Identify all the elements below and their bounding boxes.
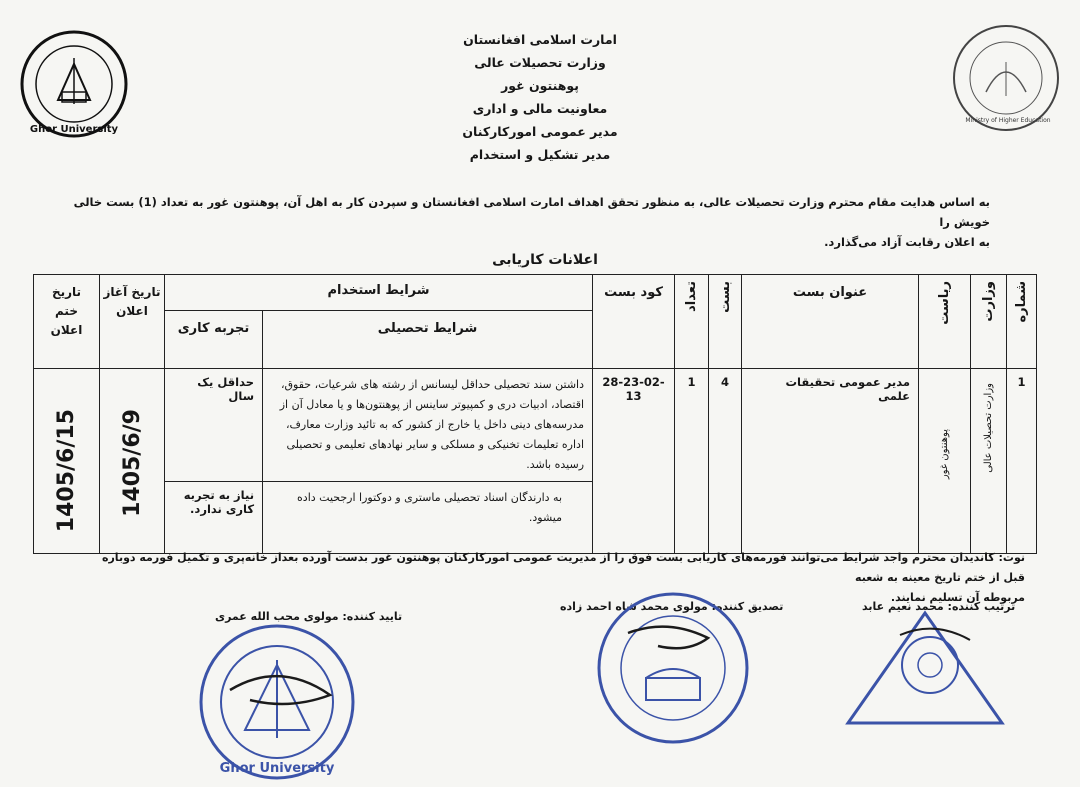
col-education: شرایط تحصیلی xyxy=(263,311,593,369)
cell-job-title: مدیر عمومی تحقیقات علمی xyxy=(742,369,919,554)
seal-ministry-name: Ministry of Higher Education xyxy=(965,117,1051,124)
cell-end-date: 1405/6/15 xyxy=(34,369,100,554)
hr-directorate-stamp xyxy=(840,605,1010,735)
cell-experience-2: نیاز به تجربه کاری ندارد. xyxy=(165,482,263,554)
intro-line-1: به اساس هدایت مقام محترم وزارت تحصیلات عالی، به منظور تحقق اهداف امارت اسلامی افغانستان و سپردن کار به اهل آن، پوهنتون غور به تعداد (1) بست خالی خویش را xyxy=(73,195,990,229)
ghor-university-seal xyxy=(18,28,130,140)
col-start-date: تاریخ آغاز اعلان xyxy=(100,275,165,369)
cell-directorate: پوهنتون غور xyxy=(919,369,971,554)
note-line-1: نوت: کاندیدان محترم واجد شرایط می‌توانند فورمه‌های کاریابی بست فوق را از مدیریت عمومی امورکارکنان پوهنتون غور بدست آورده بعداز خانه‌پری و تکمیل فورمه دوباره قبل از ختم تاریخ معینه به شعبه xyxy=(101,551,1025,584)
stamp-university-name: Ghor University xyxy=(219,761,335,776)
signature-approved: تایید کننده: مولوی محب الله عمری xyxy=(215,610,403,623)
document-header xyxy=(380,28,700,166)
col-end-date: تاریخ ختم اعلان xyxy=(34,275,100,369)
signature-verified: تصدیق کننده: مولوی محمد شاه احمد زاده xyxy=(560,600,784,613)
ghor-university-stamp xyxy=(190,620,365,785)
col-job-title: عنوان بست xyxy=(742,275,919,369)
cell-experience-1: حداقل یک سال xyxy=(165,369,263,482)
header-university: پوهنتون غور xyxy=(501,78,579,93)
cell-education-2: به دارندگان اسناد تحصیلی ماستری و دوکتورا ارجحیت داده میشود. xyxy=(263,482,593,554)
signature-prepared: ترتیب کننده: محمد نعیم عابد xyxy=(862,600,1016,613)
jobs-table xyxy=(33,274,1037,554)
cell-start-date: 1405/6/9 xyxy=(100,369,165,554)
cell-number: 1 xyxy=(1007,369,1037,554)
col-experience: تجربه کاری xyxy=(165,311,263,369)
section-title: اعلانات کاریابی xyxy=(492,252,598,268)
col-conditions: شرایط استخدام xyxy=(165,275,593,311)
cell-ministry: وزارت تحصیلات عالی xyxy=(971,369,1007,554)
col-ministry: وزارت xyxy=(971,275,1007,369)
col-number: شماره xyxy=(1007,275,1037,369)
cell-count: 1 xyxy=(675,369,709,554)
intro-paragraph xyxy=(60,192,990,252)
col-count: تعداد xyxy=(675,275,709,369)
note-paragraph xyxy=(100,548,1025,608)
cell-education-1: داشتن سند تحصیلی حداقل لیسانس از رشته های شرعیات، حقوق، اقتصاد، ادبیات دری و کمپیوتر ساینس از پوهنتون‌ها و یا معادل آن از مدرسه‌های دینی داخل یا خارج از کشور که به تائید وزارت معارف، اداره تعلیمات تخنیکی و مسلکی و سایر نهادهای تعلیمی و تحصیلی رسیده باشد. xyxy=(263,369,593,482)
header-emirate: امارت اسلامی افغانستان xyxy=(463,32,617,47)
cell-code: 28-23-02-13 xyxy=(593,369,675,554)
cell-grade: 4 xyxy=(709,369,742,554)
header-recruitment: مدیر تشکیل و استخدام xyxy=(469,147,611,162)
col-code: کود بست xyxy=(593,275,675,369)
note-line-2: مربوطه آن تسلیم نمایند. xyxy=(890,591,1025,604)
header-hr-directorate: مدیر عمومی امورکارکنان xyxy=(462,124,618,139)
header-deputy: معاونیت مالی و اداری xyxy=(472,101,608,116)
finance-admin-stamp xyxy=(588,588,758,748)
header-ministry: وزارت تحصیلات عالی xyxy=(474,55,606,70)
intro-line-2: به اعلان رقابت آزاد می‌گذارد. xyxy=(824,235,990,249)
col-grade: بست xyxy=(709,275,742,369)
table-row xyxy=(34,369,1037,482)
col-directorate: ریاست xyxy=(919,275,971,369)
seal-university-name: Ghor University xyxy=(29,124,119,135)
ministry-seal xyxy=(950,22,1062,134)
